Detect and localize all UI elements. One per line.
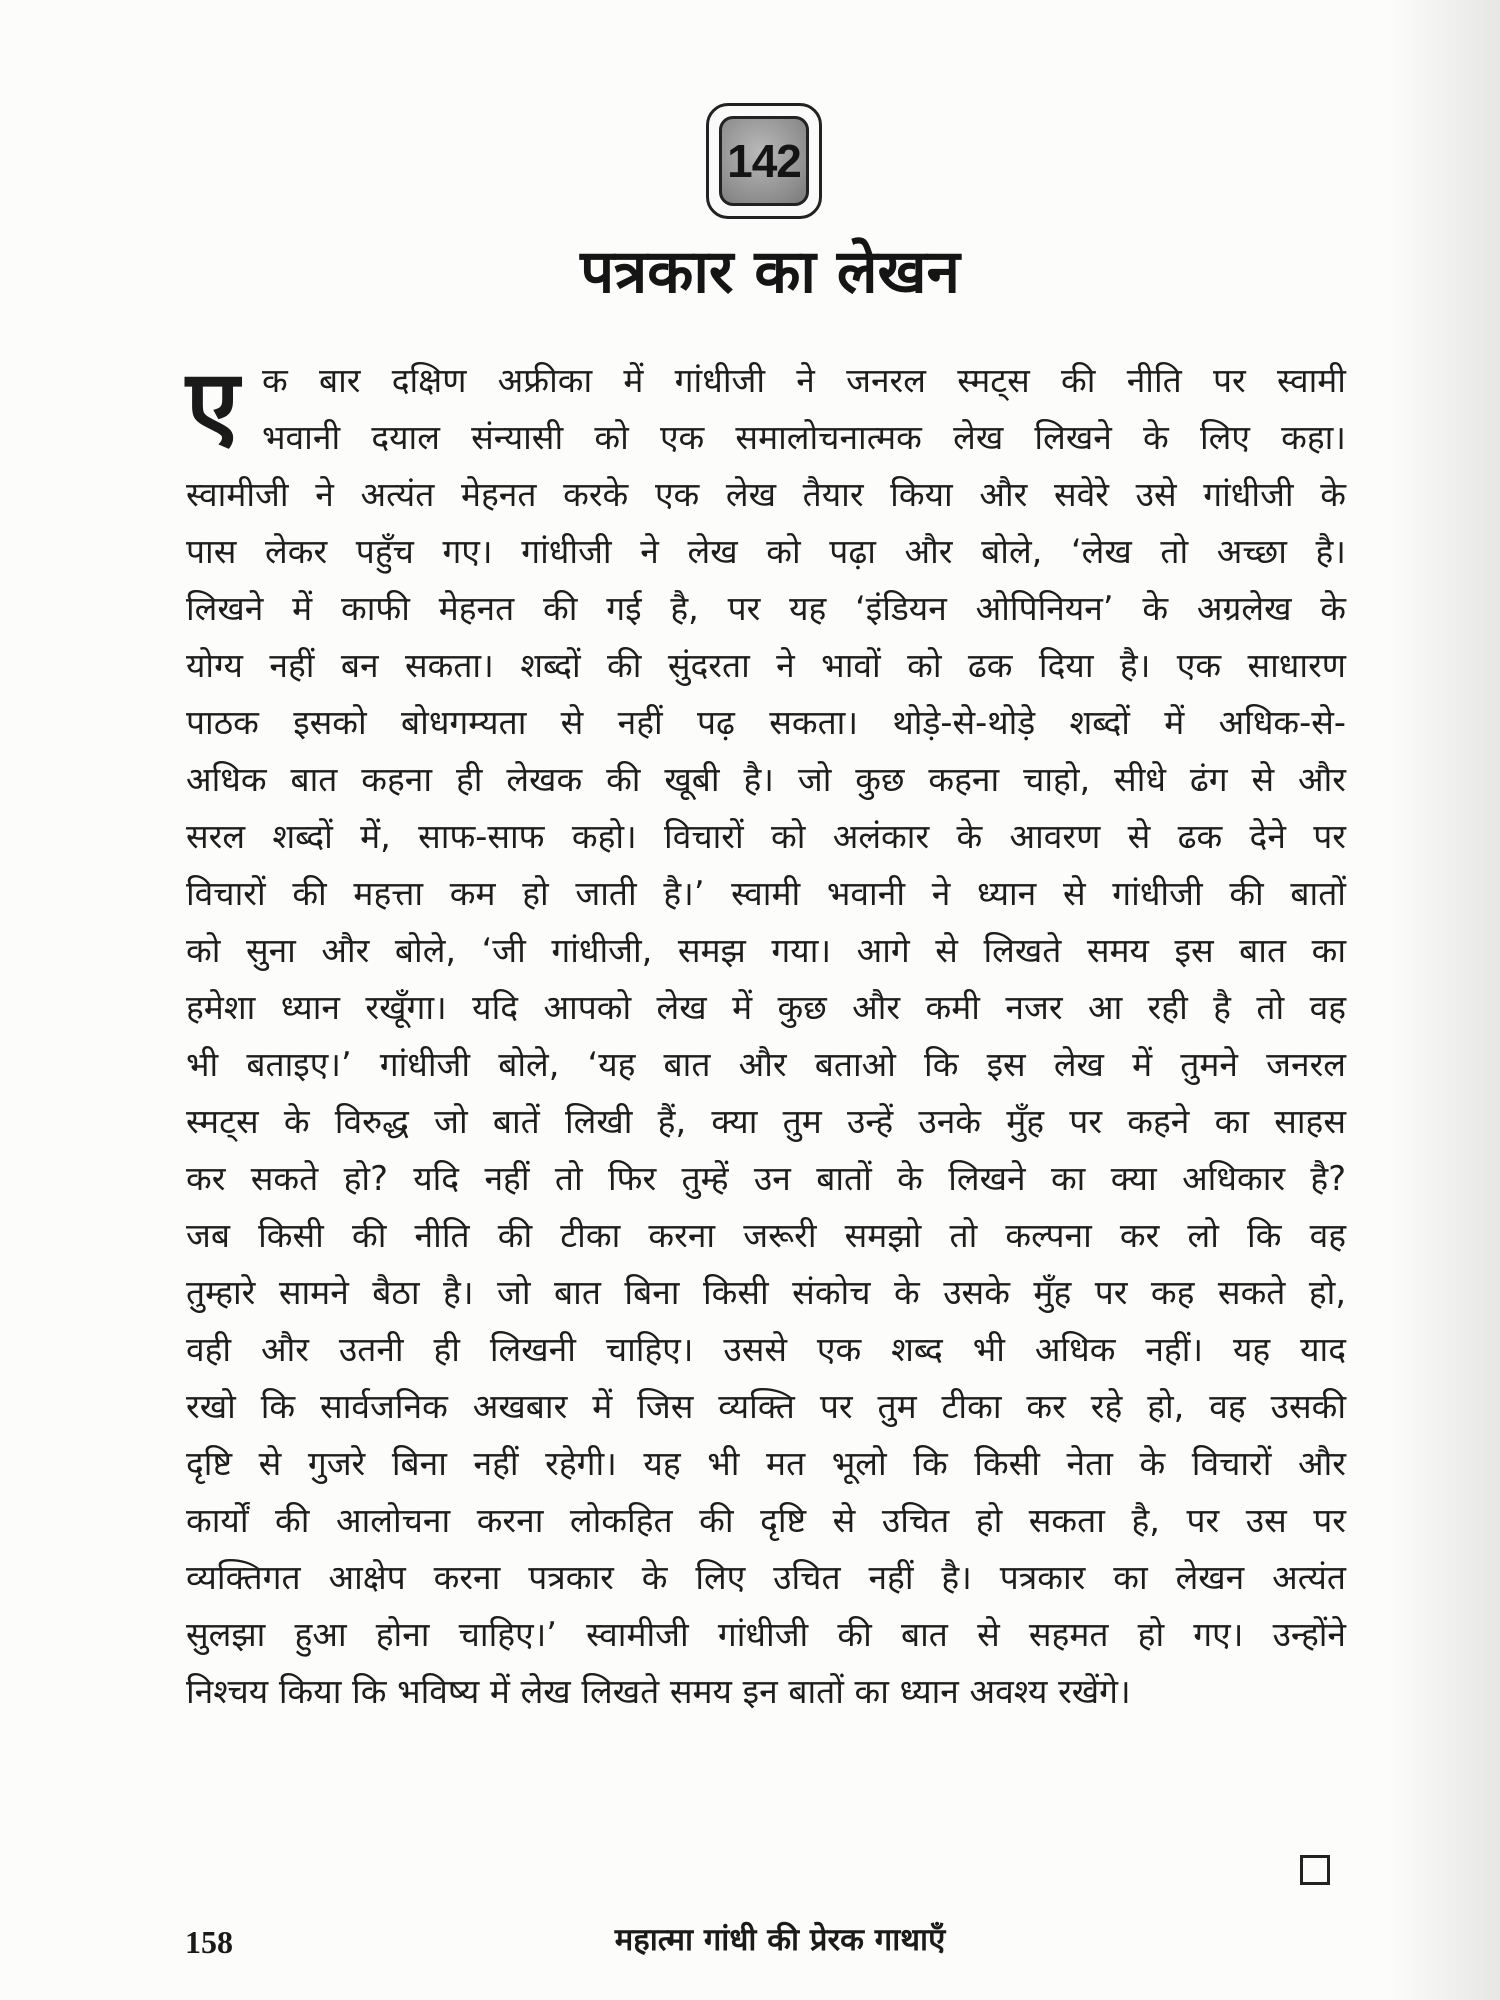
text-line: कर सकते हो? यदि नहीं तो फिर तुम्हें उन बातों के लिखने का क्या अधिकार है? [186, 1159, 1346, 1198]
text-line: निश्चय किया कि भविष्य में लेख लिखते समय इन बातों का ध्यान अवश्य रखेंगे। [186, 1672, 1131, 1711]
text-line: सरल शब्दों में, साफ-साफ कहो। विचारों को अलंकार के आवरण से ढक देने पर [186, 817, 1346, 856]
text-line: विचारों की महत्ता कम हो जाती है।’ स्वामी भवानी ने ध्यान से गांधीजी की बातों [186, 874, 1346, 913]
text-line: लिखने में काफी मेहनत की गई है, पर यह ‘इंडियन ओपिनियन’ के अग्रलेख के [186, 589, 1346, 628]
text-line: कार्यों की आलोचना करना लोकहित की दृष्टि से उचित हो सकता है, पर उस पर [186, 1501, 1346, 1540]
text-line: स्मट्स के विरुद्ध जो बातें लिखी हैं, क्या तुम उन्हें उनके मुँह पर कहने का साहस [186, 1102, 1346, 1141]
text-line: सुलझा हुआ होना चाहिए।’ स्वामीजी गांधीजी की बात से सहमत हो गए। उन्होंने [186, 1615, 1346, 1654]
text-line: भवानी दयाल संन्यासी को एक समालोचनात्मक लेख लिखने के लिए कहा। [262, 418, 1346, 457]
text-line: पाठक इसको बोधगम्यता से नहीं पढ़ सकता। थोड़े-से-थोड़े शब्दों में अधिक-से- [186, 703, 1346, 742]
text-line: क बार दक्षिण अफ्रीका में गांधीजी ने जनरल स्मट्स की नीति पर स्वामी [262, 361, 1346, 400]
text-line: भी बताइए।’ गांधीजी बोले, ‘यह बात और बताओ कि इस लेख में तुमने जनरल [186, 1045, 1346, 1084]
end-of-section-square-icon [1300, 1855, 1330, 1885]
text-line: तुम्हारे सामने बैठा है। जो बात बिना किसी संकोच के उसके मुँह पर कह सकते हो, [186, 1273, 1346, 1312]
text-line: अधिक बात कहना ही लेखक की खूबी है। जो कुछ कहना चाहो, सीधे ढंग से और [186, 760, 1346, 799]
drop-cap-letter: ए [186, 349, 240, 461]
text-line: को सुना और बोले, ‘जी गांधीजी, समझ गया। आगे से लिखते समय इस बात का [186, 931, 1346, 970]
chapter-number-badge [706, 103, 822, 219]
body-paragraph [186, 349, 1346, 1720]
text-line: व्यक्तिगत आक्षेप करना पत्रकार के लिए उचित नहीं है। पत्रकार का लेखन अत्यंत [186, 1558, 1346, 1597]
text-line: स्वामीजी ने अत्यंत मेहनत करके एक लेख तैयार किया और सवेरे उसे गांधीजी के [186, 475, 1346, 514]
text-line: वही और उतनी ही लिखनी चाहिए। उससे एक शब्द भी अधिक नहीं। यह याद [186, 1330, 1346, 1369]
text-line: हमेशा ध्यान रखूँगा। यदि आपको लेख में कुछ और कमी नजर आ रही है तो वह [186, 988, 1346, 1027]
text-line: रखो कि सार्वजनिक अखबार में जिस व्यक्ति पर तुम टीका कर रहे हो, वह उसकी [186, 1387, 1346, 1426]
page-edge-shadow [1390, 0, 1500, 2000]
text-line: जब किसी की नीति की टीका करना जरूरी समझो तो कल्पना कर लो कि वह [186, 1216, 1346, 1255]
page-number: 158 [185, 1924, 233, 1960]
running-footer-book-title: महात्मा गांधी की प्रेरक गाथाएँ [614, 1922, 946, 1958]
text-line: योग्य नहीं बन सकता। शब्दों की सुंदरता ने भावों को ढक दिया है। एक साधारण [186, 646, 1346, 685]
chapter-number: 142 [719, 116, 809, 206]
text-line: दृष्टि से गुजरे बिना नहीं रहेगी। यह भी मत भूलो कि किसी नेता के विचारों और [186, 1444, 1346, 1483]
text-line: पास लेकर पहुँच गए। गांधीजी ने लेख को पढ़ा और बोले, ‘लेख तो अच्छा है। [186, 532, 1346, 571]
chapter-title: पत्रकार का लेखन [580, 237, 960, 307]
